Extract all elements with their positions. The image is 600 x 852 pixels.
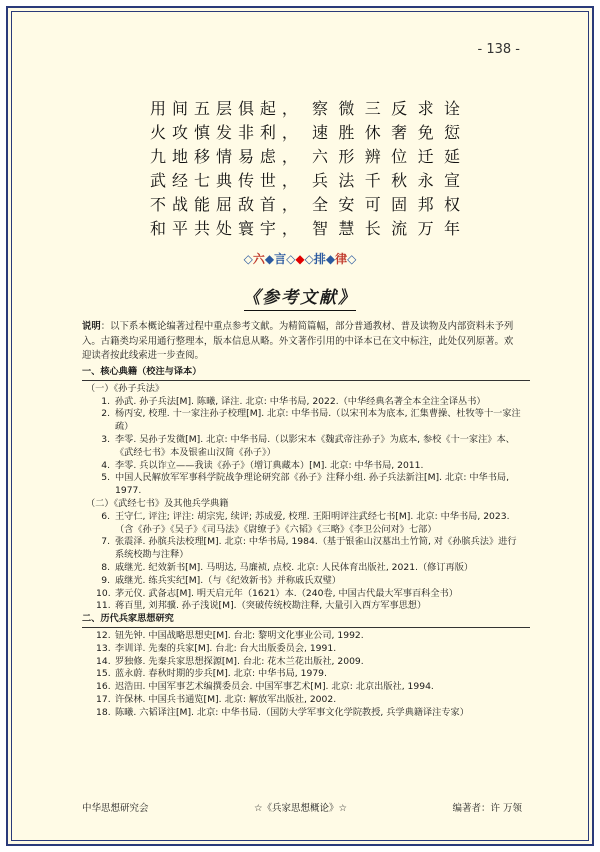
motto-char: 六 — [252, 252, 265, 266]
subsection-heading: （一）《孙子兵法》 — [86, 382, 165, 394]
title-underline — [244, 310, 356, 311]
entry-number: 1. — [101, 395, 110, 407]
diamond-outline-icon: ◇ — [304, 252, 314, 266]
poem-form-caption — [0, 250, 600, 267]
reference-entry — [96, 562, 532, 575]
entry-text: 李零. 兵以诈立——我读《孙子》（增订典藏本）[M]. 北京: 中华书局, 2011. — [115, 459, 424, 471]
page-number: - 138 - — [477, 42, 520, 57]
page-footer — [82, 800, 522, 814]
entry-number: 8. — [101, 561, 110, 573]
entry-text: 蓝永蔚. 春秋时期的步兵[M]. 北京: 中华书局, 1979. — [115, 668, 327, 680]
note-label: 说明 — [82, 321, 101, 332]
poem-line — [150, 144, 460, 168]
reference-entry — [96, 681, 532, 694]
entry-number: 5. — [101, 472, 110, 484]
entry-number: 9. — [101, 574, 110, 586]
entry-text: 陈曦. 六韬译注[M]. 北京: 中华书局.（国防大学军事文化学院教授, 兵学典籍译注专家） — [115, 706, 469, 718]
diamond-red-icon: ◆ — [295, 252, 305, 266]
entry-text: 李零. 吴孙子发微[M]. 北京: 中华书局.（以影宋本《魏武帝注孙子》为底本, 参校《十一家注》本、《武经七书》本及银雀山汉简《孙子》） — [115, 433, 515, 458]
entry-text: 蒋百里, 刘邦骥. 孙子浅说[M].（突破传统校勘注释, 大量引入西方军事思想） — [115, 600, 427, 612]
poem-line-second-half: 六 形 辨 位 迁 延 — [312, 147, 460, 166]
diamond-icon: ◆ — [264, 252, 275, 266]
entry-text: 许保林. 中国兵书通览[M]. 北京: 解放军出版社, 2002. — [115, 693, 337, 705]
reference-entry — [96, 643, 532, 656]
poem-line — [150, 96, 460, 120]
reference-entry — [96, 694, 532, 707]
entry-text: 孙武. 孙子兵法[M]. 陈曦, 译注. 北京: 中华书局, 2022.（中华经典名著全本全注全译丛书） — [115, 395, 486, 407]
reference-entry — [96, 668, 532, 681]
reference-entry — [96, 408, 532, 434]
entry-text: 钮先钟. 中国战略思想史[M]. 台北: 黎明文化事业公司, 1992. — [115, 629, 364, 641]
poem-line-first-half: 不 战 能 屈 敌 首 ， — [150, 195, 298, 214]
reference-entry — [96, 536, 532, 562]
entry-text: 戚继光. 练兵实纪[M].（与《纪效新书》并称戚氏双璧） — [115, 574, 341, 586]
entry-text: 李训详. 先秦的兵家[M]. 台北: 台大出版委员会, 1991. — [115, 642, 337, 654]
reference-entry — [96, 575, 532, 588]
entry-number: 2. — [101, 408, 110, 420]
entry-number: 12. — [96, 629, 111, 641]
entry-number: 15. — [96, 668, 111, 680]
subsection-heading: （二）《武经七书》及其他兵学典籍 — [86, 497, 229, 509]
entry-number: 16. — [96, 681, 111, 693]
entry-number: 11. — [96, 600, 111, 612]
section-rule — [82, 380, 530, 381]
diamond-outline-icon: ◇ — [286, 252, 296, 266]
entry-number: 6. — [101, 510, 110, 522]
poem-line — [150, 192, 460, 216]
reference-entry — [96, 511, 532, 537]
entry-text: 茅元仪. 武备志[M]. 明天启元年（1621）本.（240卷, 中国古代最大军事百科全书） — [115, 587, 458, 599]
reference-entry — [96, 600, 532, 613]
entry-number: 18. — [96, 706, 111, 718]
poem — [150, 96, 460, 240]
entry-number: 10. — [96, 587, 111, 599]
reference-entry — [96, 434, 532, 460]
poem-line-second-half: 智 慧 长 流 万 年 — [312, 219, 460, 238]
entry-text: 中国人民解放军军事科学院战争理论研究部《孙子》注释小组. 孙子兵法新注[M]. 北京: 中华书局, 1977. — [115, 472, 510, 497]
footer-book-title: ☆《兵家思想概论》☆ — [253, 803, 348, 814]
bibliography — [82, 366, 532, 720]
poem-line — [150, 216, 460, 240]
reference-entry — [96, 707, 532, 720]
poem-line-second-half: 全 安 可 固 邦 权 — [312, 195, 460, 214]
entry-text: 王守仁, 评注; 评注: 胡宗宪, 续评; 苏成爱, 校理. 王阳明评注武经七书[M]. 北京: 中华书局, 2023.（含《孙子》《吴子》《司马法》《尉缭子》《六韬》《三略》《李卫公问对》七部） — [115, 510, 510, 535]
diamond-icon: ◆ — [325, 252, 336, 266]
entry-text: 张震泽. 孙膑兵法校理[M]. 北京: 中华书局, 1984.（基于银雀山汉墓出土竹简, 对《孙膑兵法》进行系统校勘与注释） — [115, 536, 517, 561]
section-heading: 一、核心典籍（校注与译本） — [82, 366, 202, 377]
poem-line — [150, 168, 460, 192]
diamond-outline-icon: ◇ — [347, 252, 357, 266]
entry-number: 4. — [101, 459, 110, 471]
poem-line-first-half: 武 经 七 典 传 世 ， — [150, 171, 298, 190]
section-rule — [82, 627, 530, 628]
poem-line-first-half: 和 平 共 处 寰 宇 ， — [150, 219, 298, 238]
section-title: 《参考文献》 — [243, 288, 357, 308]
poem-line-first-half: 用 间 五 层 俱 起 ， — [150, 99, 298, 118]
footer-organization: 中华思想研究会 — [82, 803, 149, 814]
poem-line-second-half: 速 胜 休 奢 免 愆 — [312, 123, 460, 142]
entry-number: 17. — [96, 693, 111, 705]
poem-line — [150, 120, 460, 144]
entry-text: 戚继光. 纪效新书[M]. 马明达, 马廉祯, 点校. 北京: 人民体育出版社, 2021.（修订再版） — [115, 561, 474, 573]
reference-entry — [96, 588, 532, 601]
diamond-outline-icon: ◇ — [243, 252, 253, 266]
reference-entry — [96, 472, 532, 498]
entry-text: 杨丙安, 校理. 十一家注孙子校理[M]. 北京: 中华书局.（以宋刊本为底本, 汇集曹操、杜牧等十一家注疏） — [115, 408, 521, 433]
note-text: ：以下系本概论编著过程中重点参考文献。为精简篇幅，部分普通教材、普及读物及内部资料未予列入。古籍类均采用通行整理本，版本信息从略。外文著作引用的中译本已在文中标注，此处仅列原著。欢迎读者按此线索进一步查阅。 — [82, 321, 514, 361]
motto-char: 律 — [335, 252, 348, 266]
entry-number: 13. — [96, 642, 111, 654]
poem-line-first-half: 九 地 移 情 易 虑 ， — [150, 147, 298, 166]
motto-char: 排 — [313, 252, 326, 266]
entry-number: 7. — [101, 536, 110, 548]
entry-number: 14. — [96, 655, 111, 667]
explanation-note — [82, 320, 522, 364]
reference-entry — [96, 460, 532, 473]
footer-author: 编著者：许 万领 — [452, 803, 522, 814]
section-heading: 二、历代兵家思想研究 — [82, 613, 174, 625]
poem-line-second-half: 察 微 三 反 求 诠 — [312, 99, 460, 118]
reference-entry — [96, 656, 532, 669]
reference-entry — [96, 396, 532, 409]
entry-number: 3. — [101, 433, 110, 445]
motto-char: 言 — [274, 252, 287, 266]
poem-line-first-half: 火 攻 慎 发 非 利 ， — [150, 123, 298, 142]
poem-line-second-half: 兵 法 千 秋 永 宣 — [312, 171, 460, 190]
entry-text: 罗独修. 先秦兵家思想探源[M]. 台北: 花木兰花出版社, 2009. — [115, 655, 364, 667]
reference-entry — [96, 630, 532, 643]
entry-text: 迟浩田. 中国军事艺术编撰委员会. 中国军事艺术[M]. 北京: 北京出版社, 1994. — [115, 681, 434, 693]
